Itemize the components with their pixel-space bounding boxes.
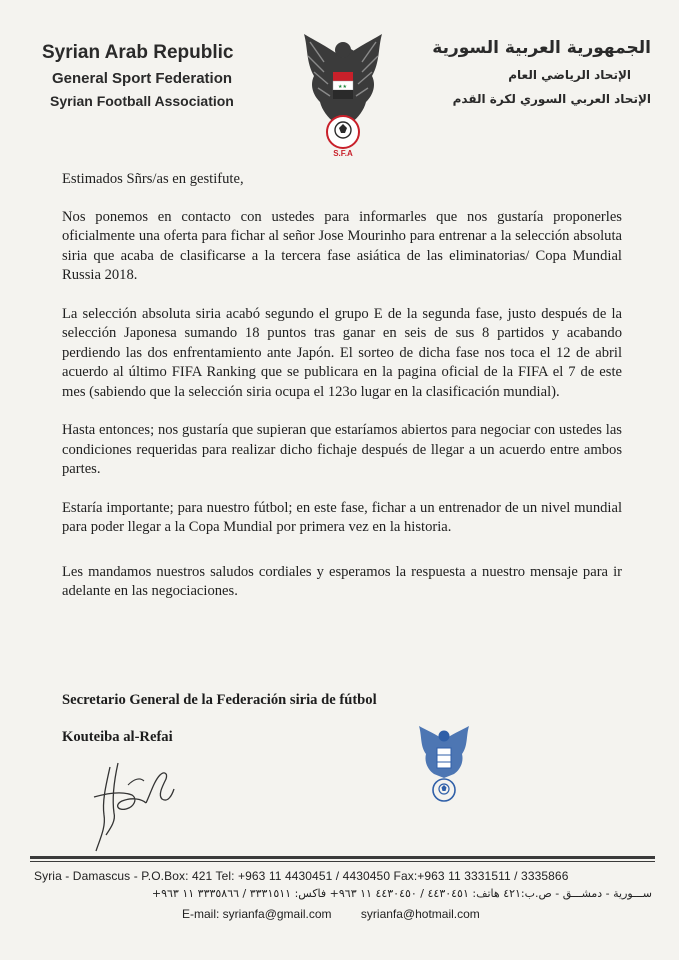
paragraph-5: Les mandamos nuestros saludos cordiales y esperamos la respuesta a nuestro mensaje para ir adelante en las negociaciones. xyxy=(62,563,622,599)
emblem-label: S.F.A xyxy=(333,149,353,158)
signatory-title: Secretario General de la Federación siria de fútbol xyxy=(62,692,377,708)
footer-divider xyxy=(30,856,655,864)
footer-emails xyxy=(182,907,506,921)
letterhead-federation: General Sport Federation xyxy=(52,70,233,87)
salutation: Estimados Sñrs/as en gestifute, xyxy=(62,171,244,187)
letterhead-association: Syrian Football Association xyxy=(50,93,234,109)
letterhead-country: Syrian Arab Republic xyxy=(42,42,234,63)
svg-text:★★: ★★ xyxy=(338,84,347,90)
footer-email-gmail: E-mail: syrianfa@gmail.com xyxy=(182,907,332,921)
paragraph-1: Nos ponemos en contacto con ustedes para informarles que nos gustaría proponerles oficialmente una oferta para fichar al señor Jose Mourinho para entrenar a la selección absoluta siria que acaba de clasificarse a la tercera fase asiática de las eliminatorias/ Copa Mundial Russia 2018. xyxy=(62,208,622,283)
footer-address-arabic: ســـورية - دمشـــق - ص.ب:٤٢١ هاتف: ٤٤٣٠٤٥١ / ٤٤٣٠٤٥٠ ١١ ٩٦٣+ فاكس: ٣٣٣١٥١١ / ٣٣٣٥٨٦٦ ١١ ٩٦٣+ xyxy=(151,887,652,900)
footer-address-english: Syria - Damascus - P.O.Box: 421 Tel: +963 11 4430451 / 4430450 Fax:+963 11 3331511 / 3335866 xyxy=(34,869,569,883)
letterhead-ar-country: الجمهورية العربية السورية xyxy=(432,38,651,58)
letterhead-arabic xyxy=(411,38,651,106)
paragraph-4: Estaría importante; para nuestro fútbol; en este fase, fichar a un entrenador de un nivel mundial para poder llegar a la Copa Mundial por primera vez en la historia. xyxy=(62,499,622,535)
letterhead-ar-federation: الإتحاد الرياضي العام xyxy=(508,68,631,82)
federation-stamp-emblem xyxy=(416,722,472,808)
handwritten-signature xyxy=(88,755,178,855)
signatory-name: Kouteiba al-Refai xyxy=(62,729,173,745)
paragraph-3: Hasta entonces; nos gustaría que supieran que estaríamos abiertos para negociar con ustedes las condiciones requeridas para realizar dicho fichaje después de llegar a un acuerdo entre ambos partes. xyxy=(62,422,622,477)
letterhead-ar-association: الإتحاد العربي السوري لكرة القدم xyxy=(452,92,651,106)
letterhead-english xyxy=(28,42,234,109)
letter-body xyxy=(62,170,622,621)
footer-email-hotmail: syrianfa@hotmail.com xyxy=(360,907,480,921)
federation-eagle-emblem xyxy=(300,28,386,160)
paragraph-2: La selección absoluta siria acabó segundo el grupo E de la segunda fase, justo después de la selección Japonesa sumando 18 puntos tras ganar en seis de sus 8 partidos y acabando perdiendo las dos enfrentamiento ante Japón. El sorteo de dicha fase nos toca el 12 de abril acuerdo al último FIFA Ranking que se publicara en la pagina oficial de la FIFA el 7 de este mes (sabiendo que la selección siria ocupa el 123o lugar en la clasificación mundial). xyxy=(62,305,622,400)
